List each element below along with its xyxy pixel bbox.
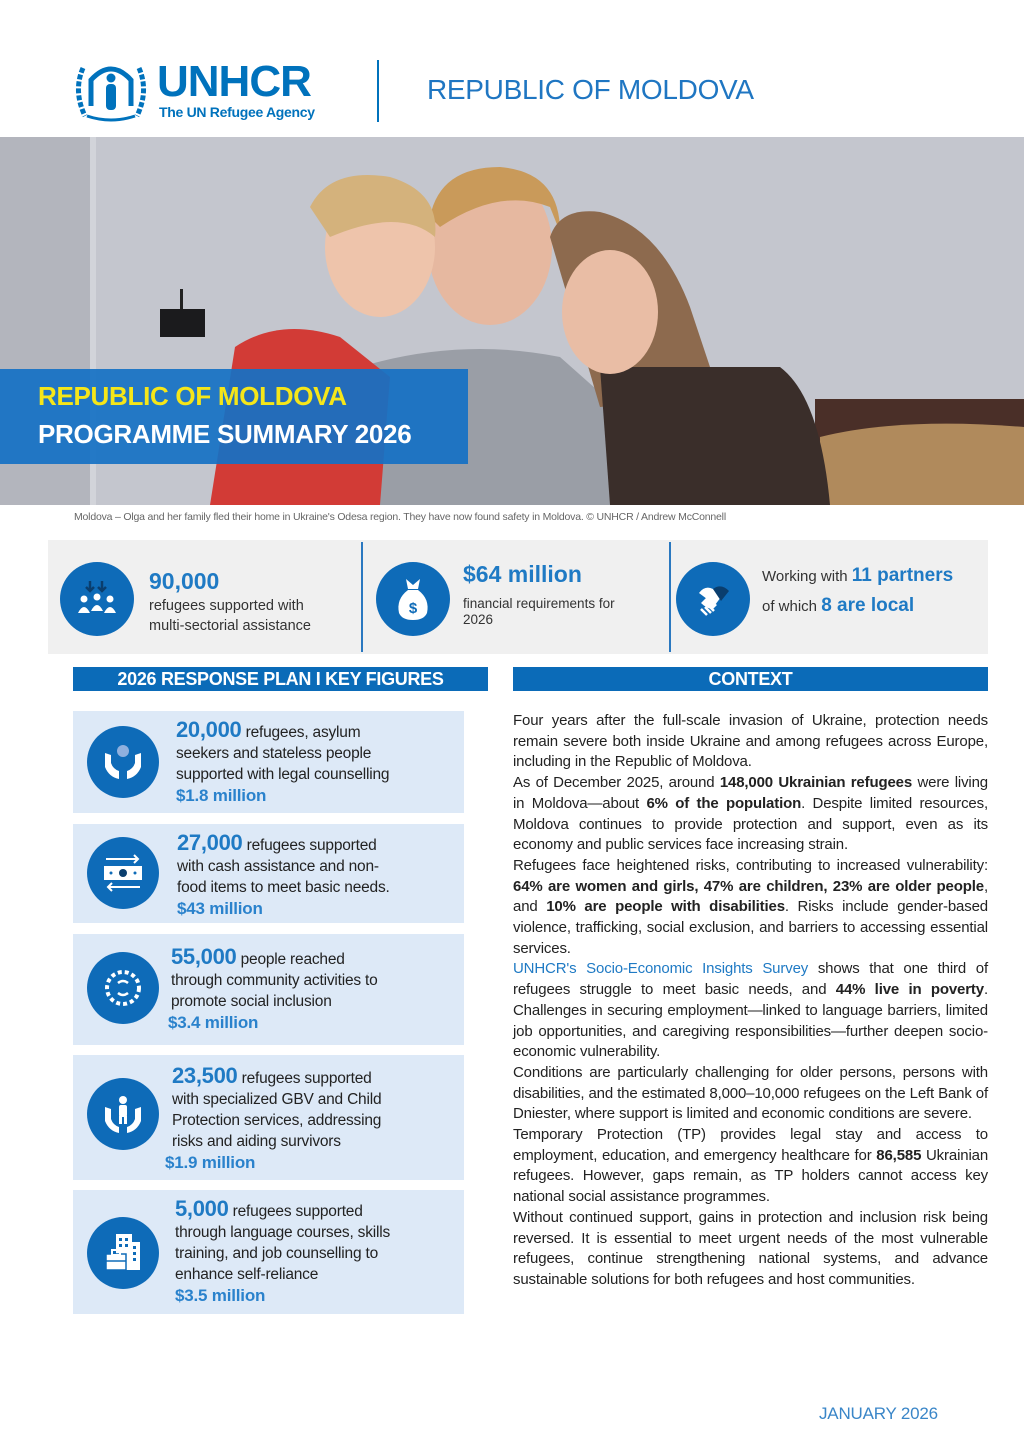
partners-prefix: of which [762,598,822,615]
stat-value: 90,000 [149,568,220,594]
stat-refugees-supported [48,540,362,654]
cash-transfer-icon [87,837,159,909]
hero-photo [0,137,1024,505]
hero-title-banner [0,369,468,464]
key-figure-text [165,1063,382,1174]
key-figures-header: 2026 RESPONSE PLAN I KEY FIGURES [73,667,488,691]
key-figure-desc: training, and job counselling to [175,1245,378,1262]
partners-count: 11 partners [851,565,954,586]
key-figure-amount: $1.8 million [176,786,267,805]
context-text: . Challenges in securing employment—linked to language barriers, limited job opportunities, and caregiving responsibilities—further deepen socio-economic vulnerability. [513,981,988,1061]
context-paragraph: Without continued support, gains in protection and inclusion risk being reversed. It is essential to meet urgent needs of the most vulnerable refugees, continue strengthening national systems, and advance sustainable solutions for both refugees and host communities. [513,1208,988,1288]
context-text: As of December 2025, around [513,774,720,792]
handshake-icon [676,562,750,636]
partners-prefix: Working with [762,568,852,585]
key-figure-desc: risks and aiding survivors [172,1133,341,1150]
stat-financial-requirements [364,540,670,654]
context-header: CONTEXT [513,667,988,691]
context-emphasis: 6% of the population [646,794,802,812]
buildings-briefcase-icon [87,1217,159,1289]
stat-value: $64 million [463,561,582,587]
stat-text-line1: financial requirements for [463,596,615,611]
page-header [0,0,1024,137]
key-figure-card-cash [73,824,464,923]
key-figure-desc: promote social inclusion [171,993,332,1010]
stat-text-line2: multi-sectorial assistance [149,618,311,634]
svg-text:$: $ [408,600,418,617]
key-figure-card-community [73,934,464,1045]
key-figure-desc: with cash assistance and non- [177,858,379,875]
logo-tagline: The UN Refugee Agency [159,104,315,120]
key-figure-desc: with specialized GBV and Child [172,1091,382,1108]
key-figure-number: 5,000 [175,1196,229,1221]
refugees-group-icon [60,562,134,636]
hero-title-country: REPUBLIC OF MOLDOVA [38,381,347,411]
key-figure-number: 55,000 [171,944,237,969]
unhcr-logo[interactable] [73,58,341,126]
photo-caption: Moldova – Olga and her family fled their home in Ukraine's Odesa region. They have now found safety in Moldova. © UNHCR / Andrew McConnell [74,511,726,523]
key-figure-desc: food items to meet basic needs. [177,879,390,896]
key-figure-desc: seekers and stateless people [176,745,372,762]
context-emphasis: 64% are women and girls, 47% are children, 23% are older people [513,877,984,895]
context-text: were living in Moldova—about [513,774,989,812]
stat-partners [672,540,988,654]
context-body [513,711,988,1291]
key-figure-desc: through language courses, skills [175,1224,391,1241]
context-text: , and [513,877,988,916]
key-figure-card-legal [73,711,464,813]
context-paragraph [513,1125,988,1208]
header-country-title: REPUBLIC OF MOLDOVA [427,74,754,105]
context-paragraph [513,856,988,960]
stat-divider [361,542,363,652]
key-figure-desc: supported with legal counselling [176,766,390,783]
context-paragraph [513,959,988,1063]
publication-date: JANUARY 2026 [819,1404,938,1423]
context-emphasis: 10% are people with disabilities [546,898,785,916]
key-figure-desc: Protection services, addressing [172,1112,382,1129]
child-protection-icon [87,1078,159,1150]
key-figure-number: 20,000 [176,717,242,742]
hero-title-summary: PROGRAMME SUMMARY 2026 [38,419,412,449]
key-figure-card-livelihoods [73,1190,464,1314]
context-text: Refugees face heightened risks, contributing to increased vulnerability: [513,856,988,874]
logo-wordmark: UNHCR [157,57,311,106]
local-partners-count: 8 are local [821,595,915,616]
context-text: shows that one third of refugees struggle to meet basic needs, and [513,960,988,999]
context-text: . Risks include gender-based violence, trafficking, social exclusion, and barriers to accessing essential services. [513,898,988,957]
key-figure-amount: $43 million [177,899,263,918]
unhcr-emblem-icon [73,58,149,124]
partners-line1 [762,564,953,589]
context-paragraph [513,773,988,856]
key-figure-number: 23,500 [172,1063,238,1088]
partners-line2 [762,594,914,619]
key-figure-desc: refugees, asylum [241,724,361,741]
key-figure-text [168,944,378,1034]
stat-text-line2: 2026 [463,612,494,627]
context-paragraph: Four years after the full-scale invasion of Ukraine, protection needs remain severe both inside Ukraine and among refugees across Europe, including in the Republic of Moldova. [513,712,988,771]
key-figure-text [175,1198,390,1307]
key-figure-amount: $3.5 million [175,1286,266,1305]
context-emphasis: 148,000 Ukrainian refugees [719,774,913,792]
stat-text-line1: refugees supported with [149,598,304,614]
key-figure-number: 27,000 [177,830,243,855]
community-circle-icon [87,952,159,1024]
key-figure-text [177,832,390,920]
context-text: Ukrainian refugees. However, gaps remain, as TP holders cannot access key national social assistance programmes. [513,1146,989,1206]
key-figure-amount: $3.4 million [168,1013,259,1032]
key-figure-desc: through community activities to [171,972,378,989]
key-figure-text [176,719,389,807]
survey-link[interactable]: UNHCR's Socio-Economic Insights Survey [513,960,809,978]
money-bag-icon [376,562,450,636]
context-emphasis: 44% live in poverty [835,981,984,999]
hands-holding-icon [87,726,159,798]
key-figure-desc: people reached [236,951,345,968]
context-emphasis: 86,585 [876,1146,922,1164]
key-figure-desc: refugees supported [237,1070,372,1087]
key-figure-card-protection [73,1055,464,1180]
key-figure-amount: $1.9 million [165,1153,256,1172]
context-paragraph: Conditions are particularly challenging for older persons, persons with disabilities, and the estimated 8,000–10,000 refugees on the Left Bank of Dniester, where support is limited and economic conditions are severe. [513,1063,988,1123]
key-figure-desc: enhance self-reliance [175,1266,319,1283]
context-text: Temporary Protection (TP) provides legal stay and access to employment, education, and emergency healthcare for [513,1126,988,1164]
stat-divider [669,542,671,652]
header-divider [377,60,379,122]
key-figure-desc: refugees supported [228,1203,363,1220]
key-figure-desc: refugees supported [242,837,377,854]
context-text: . Despite limited resources, Moldova continues to provide protection and support, even as its economy and public services face increasing strain. [513,794,988,854]
top-stats-bar [48,540,988,654]
